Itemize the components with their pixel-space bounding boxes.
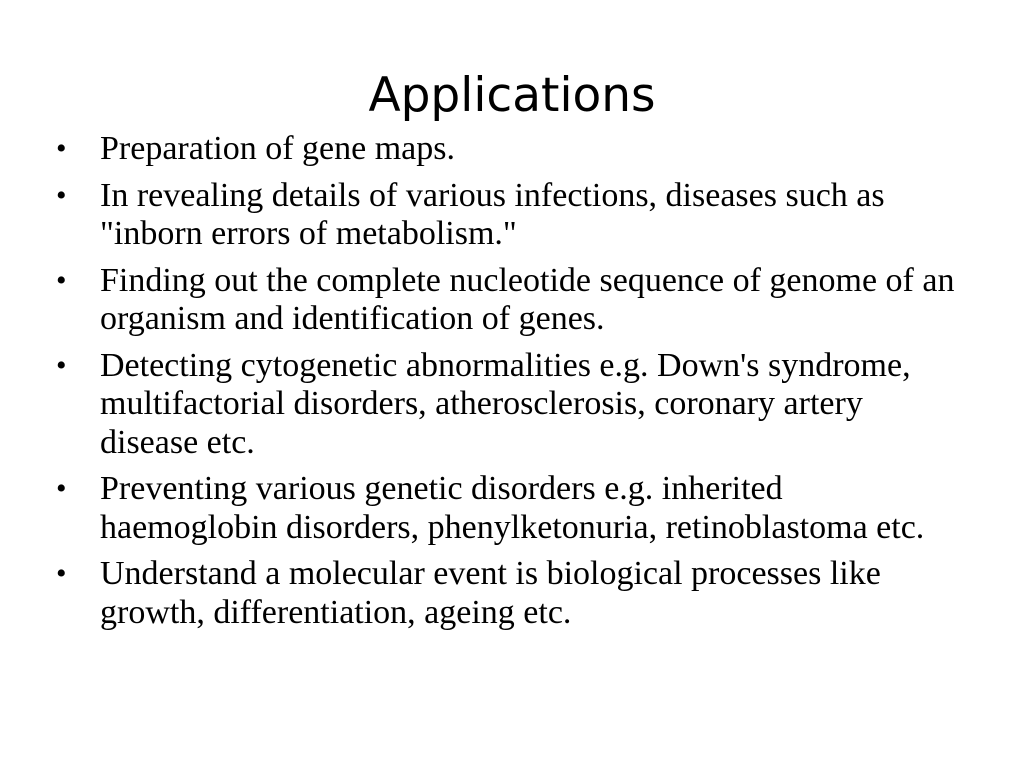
bullet-dot-icon: • bbox=[56, 178, 67, 212]
bullet-text: Understand a molecular event is biological processes like growth, differentiation, ageing etc. bbox=[100, 555, 881, 631]
bullet-dot-icon: • bbox=[56, 132, 67, 165]
bullet-item bbox=[56, 262, 956, 339]
bullet-dot-icon: • bbox=[56, 348, 67, 382]
bullet-item bbox=[56, 177, 956, 254]
bullet-text: Detecting cytogenetic abnormalities e.g. Down's syndrome, multifactorial disorders, atherosclerosis, coronary artery disease etc. bbox=[100, 346, 911, 461]
bullet-item bbox=[56, 130, 956, 169]
bullet-list bbox=[56, 130, 956, 632]
slide-title: Applications bbox=[368, 68, 656, 123]
bullet-text: Finding out the complete nucleotide sequence of genome of an organism and identification of genes. bbox=[100, 261, 955, 337]
bullet-text: Preparation of gene maps. bbox=[100, 130, 455, 167]
bullet-text: Preventing various genetic disorders e.g. inherited haemoglobin disorders, phenylketonuria, retinoblastoma etc. bbox=[100, 470, 925, 546]
bullet-item bbox=[56, 347, 956, 463]
bullet-item bbox=[56, 470, 956, 547]
bullet-dot-icon: • bbox=[56, 472, 67, 505]
bullet-dot-icon: • bbox=[56, 557, 67, 590]
bullet-dot-icon: • bbox=[56, 263, 67, 297]
bullet-item bbox=[56, 555, 956, 632]
bullet-text: In revealing details of various infections, diseases such as "inborn errors of metabolism." bbox=[100, 176, 885, 252]
